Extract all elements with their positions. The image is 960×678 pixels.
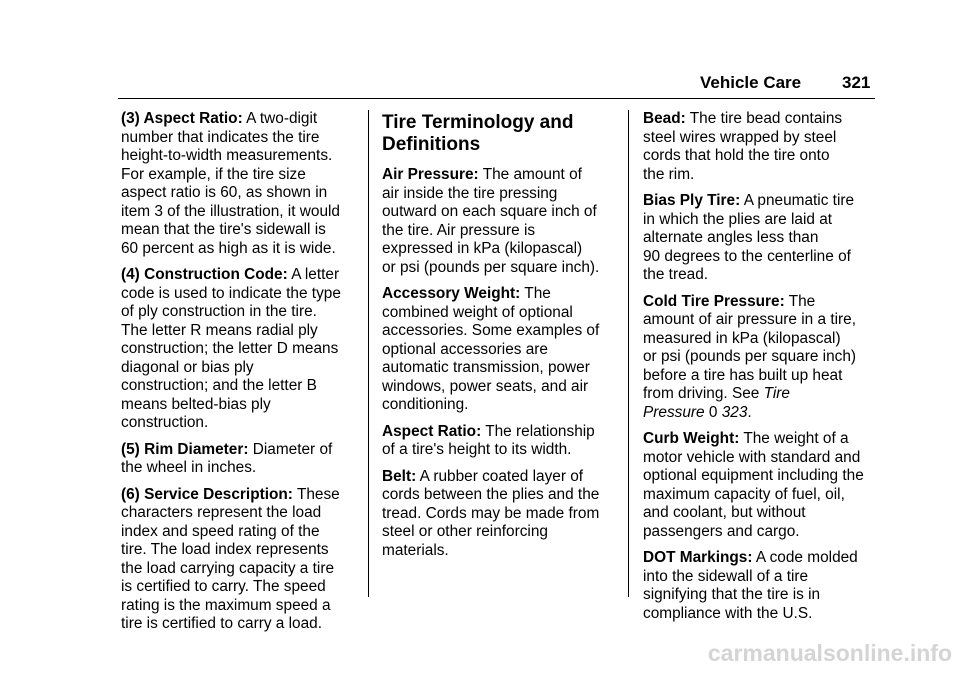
entry-text: maximum capacity of fuel, oil, (643, 485, 845, 503)
term-separator: : (747, 549, 753, 566)
watermark: carmanualsonline.info (707, 640, 952, 666)
entry-accessory-weight (382, 285, 612, 415)
entry-text: For example, if the tire size (121, 165, 306, 183)
entry-text: or psi (pounds per square inch). (382, 258, 600, 276)
entry-term: (5) Rim Diameter (121, 440, 244, 458)
column-divider (628, 110, 629, 597)
entry-aspect-ratio (382, 423, 612, 460)
entry-text: automatic transmission, power (382, 359, 590, 376)
entry-text: before a tire has built up heat (643, 366, 843, 384)
entry-text: optional accessories are (382, 340, 548, 358)
entry-text: outward on each square inch of (382, 203, 597, 220)
entry-text: A pneumatic tire (743, 192, 855, 209)
entry-text: alternate angles less than (643, 229, 819, 246)
entry-text: of ply construction in the tire. (121, 303, 317, 320)
entry-text: of a tire's height to its width. (382, 441, 572, 458)
entry-text: tire. The load index represents (121, 541, 329, 558)
term-separator: : (779, 292, 785, 310)
header-rule (118, 98, 875, 99)
heading-line: Definitions (382, 134, 481, 155)
entry-text: The amount of (482, 166, 582, 183)
entry-text: rating is the maximum speed a (121, 596, 331, 614)
entry-text: tread. Cords may be made from (382, 504, 600, 522)
term-separator: : (287, 485, 293, 503)
entry-rim-diameter (121, 441, 356, 478)
entry-text: air inside the tire pressing (382, 184, 558, 202)
entry-text: amount of air pressure in a tire, (643, 311, 857, 328)
entry-text: construction; the letter D means (121, 340, 339, 357)
entry-term: Air Pressure (382, 166, 474, 183)
term-separator: : (282, 266, 288, 283)
entry-text: the load carrying capacity a tire (121, 559, 335, 577)
entry-text: diagonal or bias ply (121, 358, 254, 376)
entry-text: and coolant, but without (643, 504, 806, 521)
entry-term: DOT Markings (643, 549, 748, 566)
entry-text: 60 percent as high as it is wide. (121, 239, 336, 257)
entry-text: the rim. (643, 165, 695, 183)
entry-text: . (747, 403, 752, 421)
entry-term: Bead (643, 110, 681, 127)
entry-text: The relationship (485, 422, 595, 440)
entry-text: steel wires wrapped by steel (643, 128, 837, 146)
entry-cold-tire-pressure (643, 293, 878, 423)
term-separator: : (680, 110, 686, 127)
entry-bias-ply-tire (643, 192, 878, 285)
entry-construction-code (121, 266, 356, 433)
entry-text: characters represent the load (121, 504, 322, 521)
entry-term: Aspect Ratio (382, 422, 477, 440)
entry-text: or psi (pounds per square inch) (643, 348, 857, 365)
entry-text: The weight of a (743, 430, 849, 447)
entry-text: cords between the plies and the (382, 486, 600, 503)
entry-text: mean that the tire's sidewall is (121, 221, 326, 238)
page-ref-icon: 0 (708, 403, 718, 421)
entry-text: tire is certified to carry a load. (121, 615, 323, 632)
entry-text: signifying that the tire is in (643, 586, 821, 603)
entry-text: optional equipment including the (643, 467, 864, 484)
entry-text: item 3 of the illustration, it would (121, 202, 340, 220)
entry-text: combined weight of optional (382, 303, 573, 321)
entry-aspect-ratio-3 (121, 110, 356, 258)
entry-text: Diameter of (252, 440, 333, 458)
page-number: 321 (842, 73, 871, 92)
entry-dot-markings (643, 549, 878, 623)
entry-text: The letter R means radial ply (121, 321, 318, 339)
entry-text: index and speed rating of the (121, 522, 320, 540)
entry-text: accessories. Some examples of (382, 322, 600, 339)
entry-bead (643, 110, 878, 184)
term-separator: : (735, 192, 741, 209)
entry-service-description (121, 486, 356, 634)
entry-text: expressed in kPa (kilopascal) (382, 240, 583, 257)
entry-text: the wheel in inches. (121, 459, 257, 476)
entry-text: height-to-width measurements. (121, 147, 333, 164)
entry-text: A letter (291, 266, 340, 283)
entry-text: from driving. See (643, 385, 760, 402)
entry-text: measured in kPa (kilopascal) (643, 329, 841, 347)
term-separator: : (237, 110, 243, 127)
entry-text: steel or other reinforcing (382, 523, 548, 540)
entry-term: Belt (382, 467, 412, 485)
entry-term: (6) Service Description (121, 485, 288, 503)
entry-text: into the sidewall of a tire (643, 567, 809, 585)
entry-text: the tire. Air pressure is (382, 221, 536, 239)
entry-text: The (524, 285, 551, 302)
entry-text: conditioning. (382, 396, 469, 413)
entry-text: The (788, 292, 816, 310)
term-separator: : (734, 430, 740, 447)
entry-text: number that indicates the tire (121, 128, 320, 146)
entry-text: motor vehicle with standard and (643, 448, 861, 466)
entry-term: Curb Weight (643, 430, 735, 447)
entry-text: cords that hold the tire onto (643, 147, 830, 164)
term-separator: : (243, 440, 249, 458)
entry-text: 90 degrees to the centerline of (643, 247, 851, 265)
entry-text: A two-digit (246, 110, 318, 127)
entry-text: is certified to carry. The speed (121, 578, 326, 595)
entry-text: A rubber coated layer of (419, 467, 584, 485)
entry-term: (4) Construction Code (121, 266, 283, 283)
entry-text: means belted-bias ply (121, 395, 271, 413)
entry-term: Cold Tire Pressure (643, 292, 780, 310)
column-3 (643, 110, 878, 631)
entry-term: Accessory Weight (382, 285, 516, 302)
entry-text: code is used to indicate the type (121, 284, 341, 302)
entry-belt (382, 468, 612, 561)
term-separator: : (515, 285, 521, 302)
term-separator: : (473, 166, 479, 183)
term-separator: : (476, 422, 482, 440)
page-section-title: Vehicle Care (700, 73, 802, 92)
section-heading (382, 112, 612, 156)
entry-text: The tire bead contains (689, 110, 843, 127)
entry-curb-weight (643, 430, 878, 541)
entry-term: (3) Aspect Ratio (121, 110, 238, 127)
column-divider (368, 110, 369, 597)
entry-term: Bias Ply Tire (643, 192, 736, 209)
entry-air-pressure (382, 166, 612, 277)
entry-text: A code molded (755, 549, 858, 566)
column-2 (382, 110, 612, 568)
heading-line: Tire Terminology and (382, 112, 574, 133)
entry-text: construction; and the letter B (121, 377, 317, 394)
page-reference[interactable]: 323 (721, 403, 748, 421)
entry-text: compliance with the U.S. (643, 604, 813, 622)
column-1 (121, 110, 356, 642)
term-separator: : (411, 467, 417, 485)
entry-text: the tread. (643, 266, 709, 283)
entry-text: aspect ratio is 60, as shown in (121, 184, 328, 201)
entry-text: windows, power seats, and air (382, 377, 589, 395)
entry-text: construction. (121, 414, 209, 431)
cross-reference-link[interactable]: Pressure (643, 403, 705, 421)
entry-text: in which the plies are laid at (643, 210, 833, 228)
cross-reference-link[interactable]: Tire (763, 385, 790, 402)
entry-text: passengers and cargo. (643, 522, 800, 540)
entry-text: materials. (382, 541, 449, 559)
entry-text: These (296, 485, 340, 503)
